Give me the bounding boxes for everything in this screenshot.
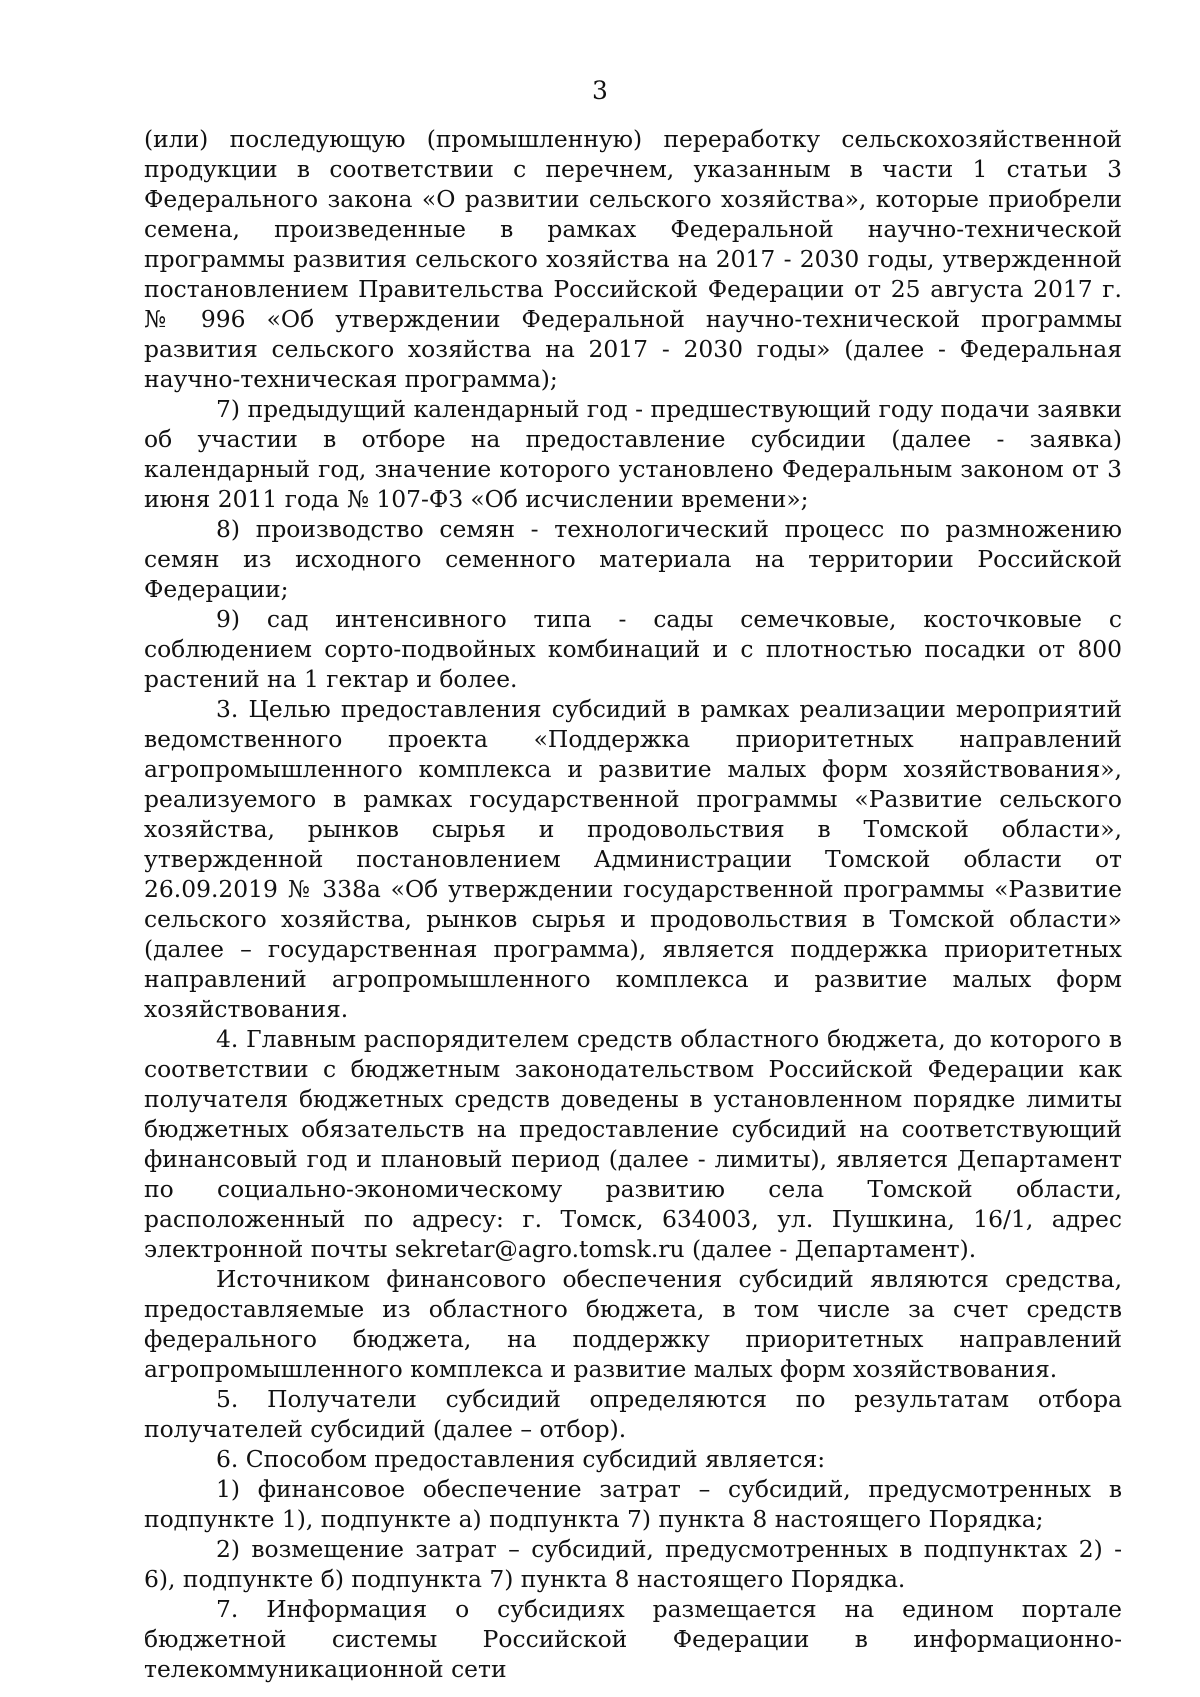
paragraph-section-4: 4. Главным распорядителем средств областного бюджета, до которого в соответствии с бюджетным законодательством Российской Федерации как получателя бюджетных средств доведены в установленном порядке лимиты бюджетных обязательств на предоставление субсидий на соответствующий финансовый год и плановый период (далее - лимиты), является Департамент по социально-экономическому развитию села Томской области, расположенный по адресу: г. Томск, 634003, ул. Пушкина, 16/1, адрес электронной почты sekretar@agro.tomsk.ru (далее - Департамент).: [144, 1025, 1122, 1263]
paragraph-continuation: (или) последующую (промышленную) переработку сельскохозяйственной продукции в соответствии с перечнем, указанным в части 1 статьи 3 Федерального закона «О развитии сельского хозяйства», которые приобрели семена, произведенные в рамках Федеральной научно-технической программы развития сельского хозяйства на 2017 - 2030 годы, утвержденной постановлением Правительства Российской Федерации от 25 августа 2017 г. № 996 «Об утверждении Федеральной научно-технической программы развития сельского хозяйства на 2017 - 2030 годы» (далее - Федеральная научно-техническая программа);: [144, 125, 1122, 393]
paragraph-item-8: 8) производство семян - технологический процесс по размножению семян из исходного семенного материала на территории Российской Федерации;: [144, 515, 1122, 603]
paragraph-method-1: 1) финансовое обеспечение затрат – субсидий, предусмотренных в подпункте 1), подпункте а) подпункта 7) пункта 8 настоящего Порядка;: [144, 1475, 1122, 1533]
paragraph-item-9: 9) сад интенсивного типа - сады семечковые, косточковые с соблюдением сорто-подвойных комбинаций и с плотностью посадки от 800 растений на 1 гектар и более.: [144, 605, 1122, 693]
paragraph-section-3: 3. Целью предоставления субсидий в рамках реализации мероприятий ведомственного проекта «Поддержка приоритетных направлений агропромышленного комплекса и развитие малых форм хозяйствования», реализуемого в рамках государственной программы «Развитие сельского хозяйства, рынков сырья и продовольствия в Томской области», утвержденной постановлением Администрации Томской области от 26.09.2019 № 338а «Об утверждении государственной программы «Развитие сельского хозяйства, рынков сырья и продовольствия в Томской области» (далее – государственная программа), является поддержка приоритетных направлений агропромышленного комплекса и развитие малых форм хозяйствования.: [144, 695, 1122, 1023]
paragraph-section-7: 7. Информация о субсидиях размещается на едином портале бюджетной системы Российской Федерации в информационно-телекоммуникационной сети: [144, 1595, 1122, 1683]
paragraph-item-7: 7) предыдущий календарный год - предшествующий году подачи заявки об участии в отборе на предоставление субсидии (далее - заявка) календарный год, значение которого установлено Федеральным законом от 3 июня 2011 года № 107-ФЗ «Об исчислении времени»;: [144, 395, 1122, 513]
document-body: [144, 124, 1122, 1684]
page-number: 3: [592, 76, 608, 105]
paragraph-section-5: 5. Получатели субсидий определяются по результатам отбора получателей субсидий (далее – отбор).: [144, 1385, 1122, 1443]
paragraph-funding-source: Источником финансового обеспечения субсидий являются средства, предоставляемые из областного бюджета, в том числе за счет средств федерального бюджета, на поддержку приоритетных направлений агропромышленного комплекса и развитие малых форм хозяйствования.: [144, 1265, 1122, 1383]
paragraph-section-6: 6. Способом предоставления субсидий является:: [216, 1445, 826, 1473]
paragraph-method-2: 2) возмещение затрат – субсидий, предусмотренных в подпунктах 2) - 6), подпункте б) подпункта 7) пункта 8 настоящего Порядка.: [144, 1535, 1122, 1593]
